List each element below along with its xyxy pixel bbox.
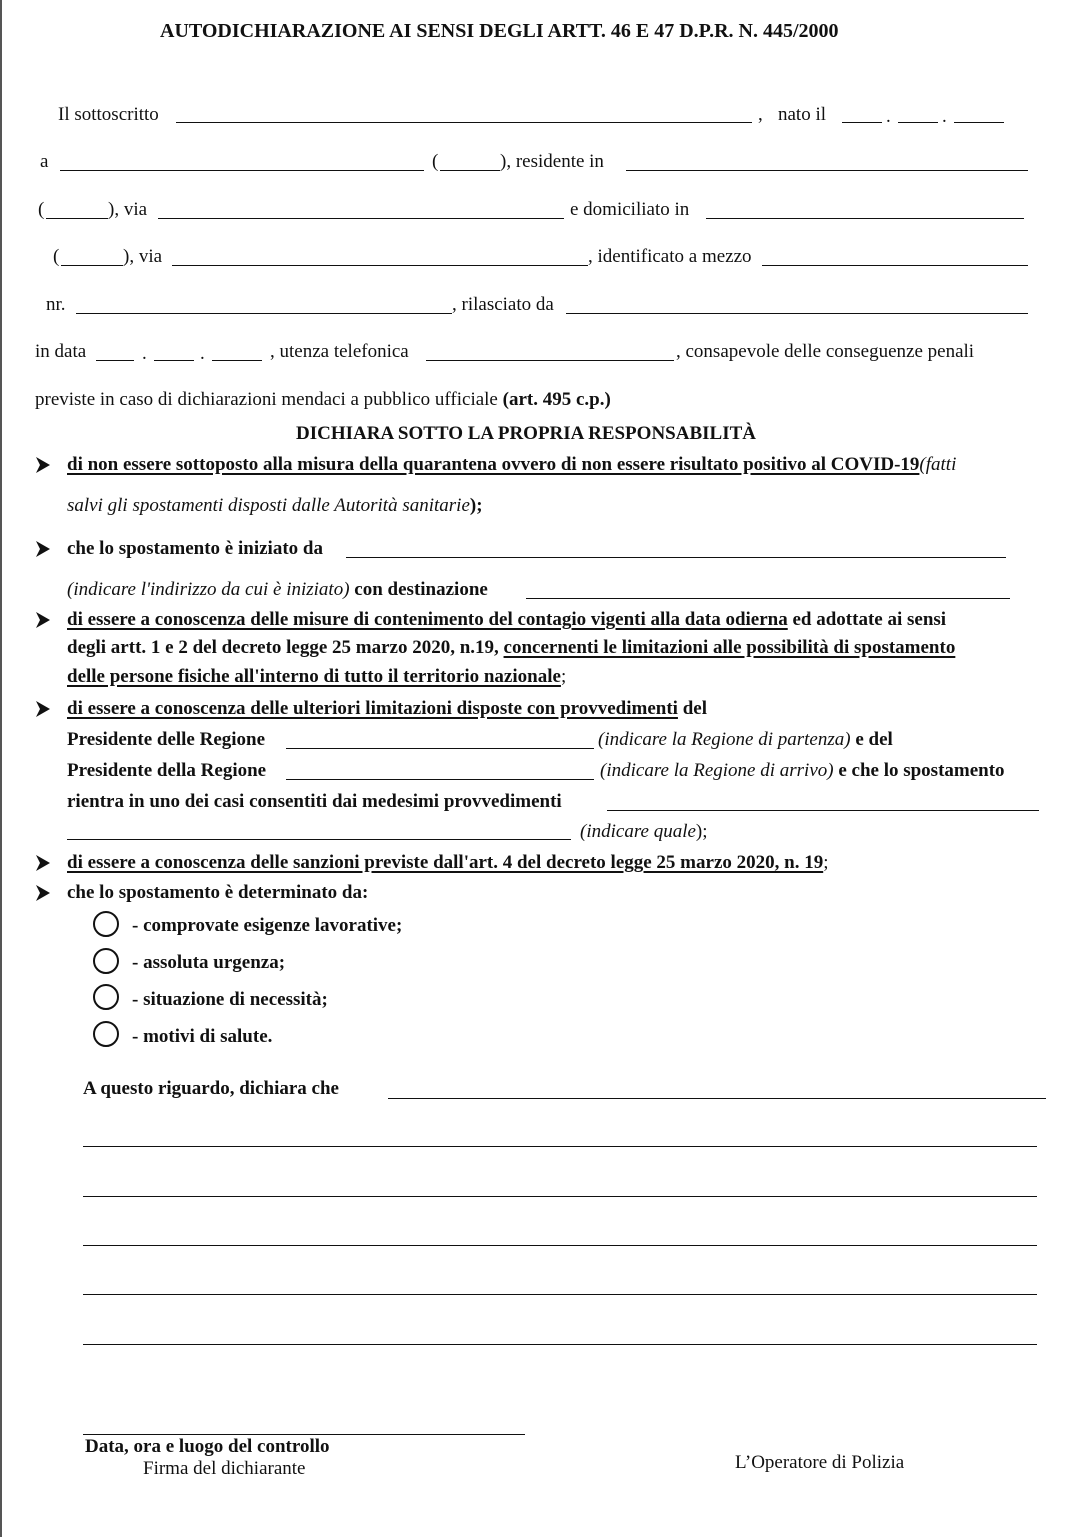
dichiarazione-field-6[interactable] <box>83 1344 1037 1345</box>
paren-open: ( <box>38 199 45 220</box>
label-in-data: in data <box>35 341 87 362</box>
nome-field[interactable] <box>176 122 752 123</box>
date-dot: . <box>886 106 891 127</box>
bullet-determinato-da: che lo spostamento è determinato da: <box>67 882 369 903</box>
dichiarazione-field-1[interactable] <box>388 1098 1046 1099</box>
bullet-quarantena-cont: salvi gli spostamenti disposti dalle Autorità sanitarie); <box>67 495 483 516</box>
label-riguardo: A questo riguardo, dichiara che <box>83 1078 339 1099</box>
hint-indicare-quale: (indicare quale); <box>580 821 708 842</box>
label-nato-il: nato il <box>778 104 827 125</box>
bullet-misure-line1: di essere a conoscenza delle misure di contenimento del contagio vigenti alla data odierna ed adottate ai sensi <box>67 609 947 630</box>
residenza-field[interactable] <box>626 170 1028 171</box>
paren-open: ( <box>432 151 439 172</box>
reason-label: - motivi di salute. <box>132 1026 273 1047</box>
firma-field[interactable] <box>83 1434 525 1435</box>
hint-regione-arrivo: (indicare la Regione di arrivo) e che lo spostamento <box>600 760 1005 781</box>
rilascio-mese-field[interactable] <box>154 360 194 361</box>
rilascio-giorno-field[interactable] <box>96 360 134 361</box>
bullet-arrow-icon <box>34 854 52 872</box>
date-dot: . <box>200 343 205 364</box>
via-domicilio-field[interactable] <box>172 265 588 266</box>
bullet-arrow-icon <box>34 456 52 474</box>
regione-arrivo-field[interactable] <box>286 779 594 780</box>
label-domiciliato-in: e domiciliato in <box>570 199 690 220</box>
text-previste: previste in caso di dichiarazioni mendaci a pubblico ufficiale (art. 495 c.p.) <box>35 389 611 410</box>
bullet-misure-line2: degli artt. 1 e 2 del decreto legge 25 marzo 2020, n.19, concernenti le limitazioni alle possibilità di spostamento <box>67 637 956 658</box>
label-nr: nr. <box>46 294 66 315</box>
label-a: a <box>40 151 49 172</box>
bullet-arrow-icon <box>34 540 52 558</box>
label-identificato: , identificato a mezzo <box>588 246 752 267</box>
regione-partenza-field[interactable] <box>286 748 594 749</box>
documento-field[interactable] <box>762 265 1028 266</box>
label-via: ), via <box>108 199 148 220</box>
reason-label: - situazione di necessità; <box>132 989 328 1010</box>
domicilio-field[interactable] <box>706 218 1024 219</box>
caso-consentito-field[interactable] <box>607 810 1039 811</box>
numero-documento-field[interactable] <box>76 313 452 314</box>
radio-situazione-necessita[interactable] <box>93 984 119 1010</box>
bullet-arrow-icon <box>34 700 52 718</box>
hint-regione-partenza: (indicare la Regione di partenza) e del <box>598 729 893 750</box>
rilasciato-da-field[interactable] <box>566 313 1028 314</box>
bullet-destinazione: (indicare l'indirizzo da cui è iniziato) con destinazione <box>67 579 488 600</box>
label-operatore-polizia: L’Operatore di Polizia <box>735 1452 905 1473</box>
rilascio-anno-field[interactable] <box>212 360 262 361</box>
dichiarazione-field-2[interactable] <box>83 1146 1037 1147</box>
label-residente-in: ), residente in <box>500 151 604 172</box>
destinazione-field[interactable] <box>526 598 1010 599</box>
date-dot: . <box>942 106 947 127</box>
dichiarazione-field-4[interactable] <box>83 1245 1037 1246</box>
caso-consentito-field-2[interactable] <box>67 839 571 840</box>
partenza-field[interactable] <box>346 557 1006 558</box>
bullet-arrow-icon <box>34 611 52 629</box>
dichiarazione-field-5[interactable] <box>83 1294 1037 1295</box>
label-rilasciato-da: , rilasciato da <box>452 294 554 315</box>
bullet-quarantena: di non essere sottoposto alla misura della quarantena ovvero di non essere risultato positivo al COVID-19(fatti <box>67 454 957 475</box>
radio-assoluta-urgenza[interactable] <box>93 948 119 974</box>
label-presidente-arrivo: Presidente della Regione <box>67 760 267 781</box>
nascita-anno-field[interactable] <box>954 122 1004 123</box>
text-consapevole: , consapevole delle conseguenze penali <box>676 341 975 362</box>
bullet-limitazioni: di essere a conoscenza delle ulteriori limitazioni disposte con provvedimenti del <box>67 698 707 719</box>
dichiara-heading: DICHIARA SOTTO LA PROPRIA RESPONSABILITÀ <box>296 423 756 444</box>
paren-open: ( <box>53 246 60 267</box>
reason-label: - comprovate esigenze lavorative; <box>132 915 403 936</box>
dichiarazione-field-3[interactable] <box>83 1196 1037 1197</box>
provincia-residenza-field[interactable] <box>46 218 108 219</box>
luogo-nascita-field[interactable] <box>60 170 424 171</box>
date-dot: . <box>142 343 147 364</box>
nascita-giorno-field[interactable] <box>842 122 882 123</box>
document-title: AUTODICHIARAZIONE AI SENSI DEGLI ARTT. 46 E 47 D.P.R. N. 445/2000 <box>160 20 839 42</box>
bullet-misure-line3: delle persone fisiche all'interno di tutto il territorio nazionale; <box>67 666 567 687</box>
label-sottoscritto: Il sottoscritto <box>58 104 159 125</box>
bullet-arrow-icon <box>34 884 52 902</box>
bullet-sanzioni: di essere a conoscenza delle sanzioni previste dall'art. 4 del decreto legge 25 marzo 2020, n. 19; <box>67 852 829 873</box>
label-firma-dichiarante: Firma del dichiarante <box>143 1458 306 1479</box>
label-via: ), via <box>123 246 163 267</box>
provincia-domicilio-field[interactable] <box>61 265 123 266</box>
page-edge <box>0 0 2 1537</box>
provincia-nascita-field[interactable] <box>440 170 500 171</box>
label-rientra: rientra in uno dei casi consentiti dai medesimi provvedimenti <box>67 791 562 812</box>
nascita-mese-field[interactable] <box>898 122 938 123</box>
telefono-field[interactable] <box>426 360 674 361</box>
radio-esigenze-lavorative[interactable] <box>93 911 119 937</box>
label-utenza: , utenza telefonica <box>270 341 409 362</box>
radio-motivi-salute[interactable] <box>93 1021 119 1047</box>
bullet-spostamento-iniziato: che lo spostamento è iniziato da <box>67 538 323 559</box>
label-data-ora-luogo: Data, ora e luogo del controllo <box>85 1436 330 1457</box>
via-residenza-field[interactable] <box>158 218 564 219</box>
label-presidente-partenza: Presidente delle Regione <box>67 729 266 750</box>
reason-label: - assoluta urgenza; <box>132 952 286 973</box>
comma-sep: , <box>758 104 763 125</box>
